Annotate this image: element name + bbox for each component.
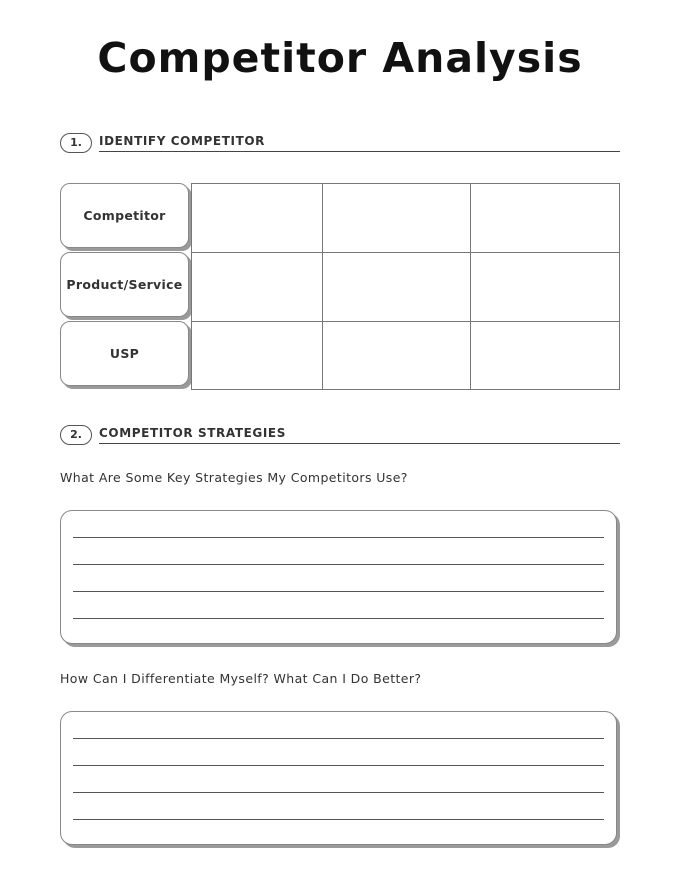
writing-line	[73, 591, 604, 592]
table-cell-product-1[interactable]	[192, 253, 323, 322]
writing-line	[73, 564, 604, 565]
table-cell-usp-1[interactable]	[192, 322, 323, 390]
table-cell-product-2[interactable]	[322, 253, 471, 322]
section-identify-competitor	[60, 133, 620, 155]
table-cell-competitor-2[interactable]	[322, 184, 471, 253]
writing-line	[73, 738, 604, 739]
row-label-usp: USP	[60, 321, 189, 386]
section-number: 2.	[60, 425, 92, 445]
section-divider	[99, 443, 620, 444]
table-cell-product-3[interactable]	[471, 253, 620, 322]
section-number: 1.	[60, 133, 92, 153]
question-differentiate: How Can I Differentiate Myself? What Can I Do Better?	[60, 671, 422, 686]
page-title: Competitor Analysis	[97, 34, 583, 82]
writing-line	[73, 819, 604, 820]
table-cell-competitor-3[interactable]	[471, 184, 620, 253]
row-label-product-service: Product/Service	[60, 252, 189, 317]
row-label-competitor: Competitor	[60, 183, 189, 248]
table-cell-usp-3[interactable]	[471, 322, 620, 390]
writing-line	[73, 618, 604, 619]
section-divider	[99, 151, 620, 152]
writing-line	[73, 765, 604, 766]
notes-box-key-strategies[interactable]	[60, 510, 617, 644]
competitor-table	[191, 183, 620, 390]
section-title: COMPETITOR STRATEGIES	[99, 426, 286, 440]
table-cell-competitor-1[interactable]	[192, 184, 323, 253]
section-competitor-strategies	[60, 425, 620, 447]
section-title: IDENTIFY COMPETITOR	[99, 134, 265, 148]
writing-line	[73, 537, 604, 538]
notes-box-differentiate[interactable]	[60, 711, 617, 845]
question-key-strategies: What Are Some Key Strategies My Competitors Use?	[60, 470, 408, 485]
table-cell-usp-2[interactable]	[322, 322, 471, 390]
writing-line	[73, 792, 604, 793]
